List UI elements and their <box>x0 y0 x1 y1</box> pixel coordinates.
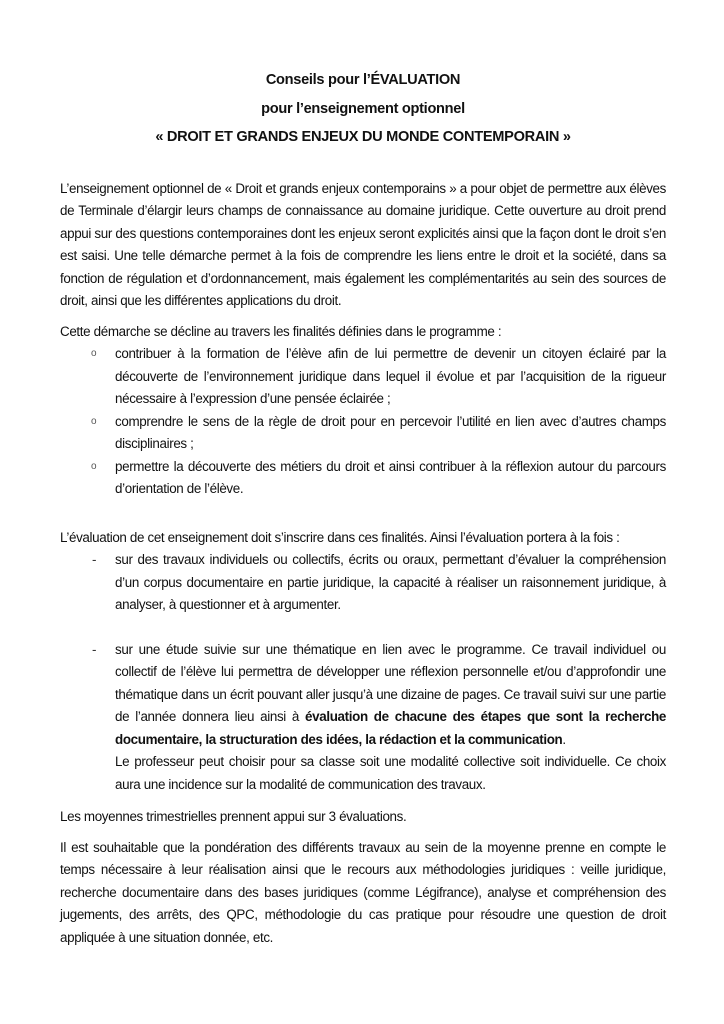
evaluation-intro: L’évaluation de cet enseignement doit s’inscrire dans ces finalités. Ainsi l’évaluation portera à la fois : <box>60 529 620 545</box>
title-line-1: Conseils pour l’ÉVALUATION <box>265 72 461 88</box>
evaluation-list <box>60 549 666 796</box>
evaluation-item-text: sur des travaux individuels ou collectifs, écrits ou oraux, permettant d’évaluer la compréhension d’un corpus documentaire en partie juridique, la capacité à réaliser un raisonnement juridique, à analyser, à questionner et à argumenter. <box>115 552 666 612</box>
intro-paragraph: L’enseignement optionnel de « Droit et grands enjeux contemporains » a pour objet de permettre aux élèves de Terminale d’élargir leurs champs de connaissance au domaine juridique. Cette ouverture au droit prend appui sur des questions contemporaines dont les enjeux seront explicités ainsi que la façon dont le droit s’en est saisi. Une telle démarche permet à la fois de comprendre les liens entre le droit et la société, dans sa fonction de régulation et d’ordonnancement, mais également les complémentarités au sein des sources de droit, ainsi que les différentes applications du droit. <box>60 180 666 308</box>
finalites-list <box>60 343 666 501</box>
evaluation-item-note: Le professeur peut choisir pour sa classe soit une modalité collective soit individuelle. Ce choix aura une incidence sur la modalité de communication des travaux. <box>115 754 666 792</box>
evaluation-item-emphasis: évaluation de chacune des étapes que sont la recherche documentaire, la structuration des idées, la rédaction et la communication <box>115 709 666 747</box>
finalite-item <box>60 343 666 411</box>
evaluation-item <box>60 639 666 797</box>
title-line-2: pour l’enseignement optionnel <box>261 100 465 117</box>
evaluation-item-end: . <box>562 731 566 747</box>
finalite-item <box>60 456 666 501</box>
dash-bullet-icon: - <box>92 552 97 567</box>
finalite-text: comprendre le sens de la règle de droit pour en percevoir l’utilité en lien avec d’autres champs disciplinaires ; <box>115 413 666 451</box>
circle-bullet-icon: o <box>91 460 97 472</box>
circle-bullet-icon: o <box>91 415 97 427</box>
moyennes-paragraph: Les moyennes trimestrielles prennent appui sur 3 évaluations. <box>60 809 407 824</box>
dash-bullet-icon: - <box>92 641 97 657</box>
finalite-text: contribuer à la formation de l’élève afin de lui permettre de devenir un citoyen éclairé par la découverte de l’environnement juridique dans lequel il évolue et par l’acquisition de la rigueur nécessaire à l’expression d’une pensée éclairée ; <box>115 346 666 406</box>
document-page <box>60 66 666 957</box>
circle-bullet-icon: o <box>91 348 97 359</box>
evaluation-item-text: sur une étude suivie sur une thématique en lien avec le programme. Ce travail individuel ou collectif de l’élève lui permettra de développer une réflexion personnelle et/ou d’approfondir une thématique dans un écrit pouvant aller jusqu’à une dizaine de pages. Ce travail suivi sur une partie de l’année donnera lieu ainsi à <box>115 641 666 724</box>
document-title <box>60 66 666 152</box>
finalite-item <box>60 411 666 456</box>
finalite-text: permettre la découverte des métiers du droit et ainsi contribuer à la réflexion autour du parcours d’orientation de l’élève. <box>115 458 666 496</box>
evaluation-item <box>60 549 666 617</box>
ponderation-paragraph: Il est souhaitable que la pondération des différents travaux au sein de la moyenne prenne en compte le temps nécessaire à leur réalisation ainsi que le recours aux méthodologies juridiques : veille juridique, recherche documentaire dans des bases juridiques (comme Légifrance), analyse et compréhension des jugements, des arrêts, des QPC, méthodologie du cas pratique pour résoudre une question de droit appliquée à une situation donnée, etc. <box>60 839 666 945</box>
title-line-3: « DROIT ET GRANDS ENJEUX DU MONDE CONTEMPORAIN » <box>155 129 571 145</box>
finalites-intro: Cette démarche se décline au travers les finalités définies dans le programme : <box>60 323 502 339</box>
